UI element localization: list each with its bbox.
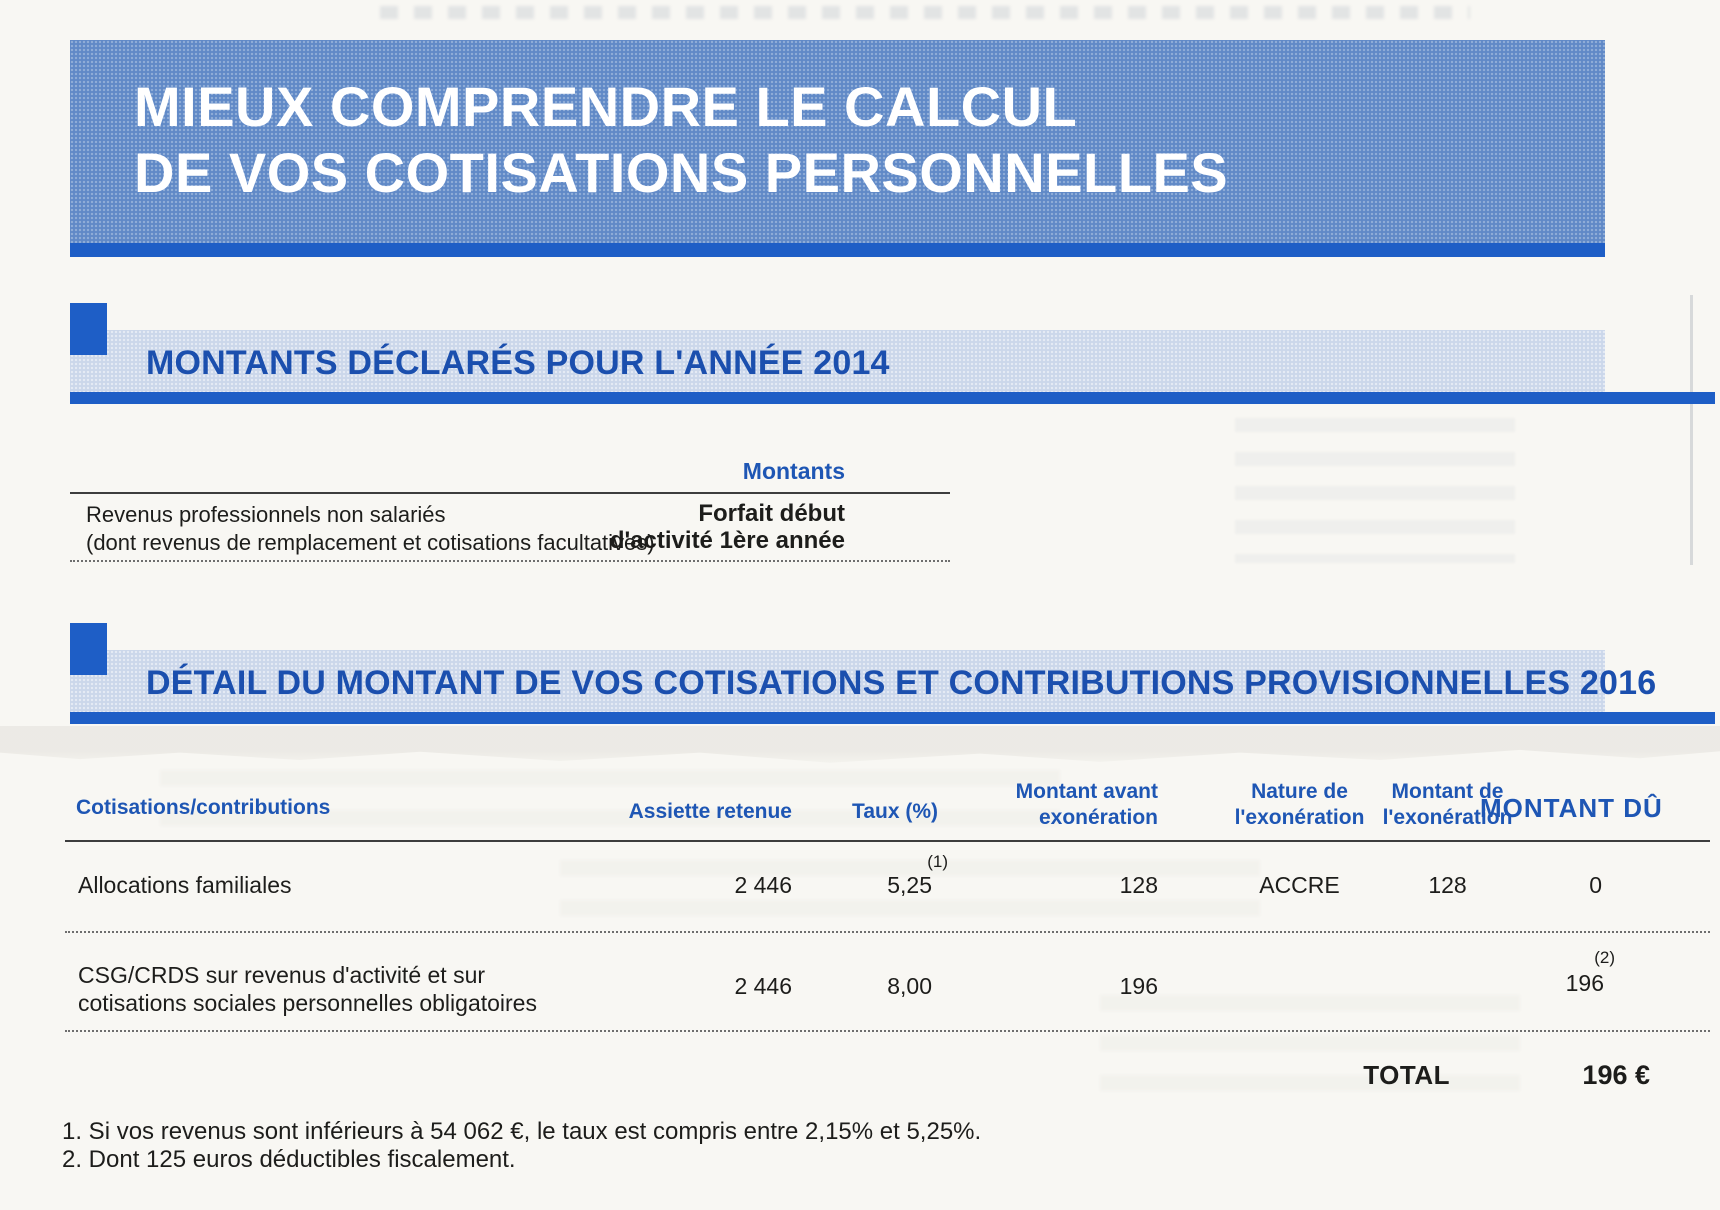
footnote-2: 2. Dont 125 euros déductibles fiscalement. bbox=[62, 1146, 516, 1173]
row-separator-2 bbox=[65, 1030, 1710, 1032]
row1-montant-avant: 128 bbox=[1119, 872, 1158, 898]
declared-table-header-rule bbox=[70, 492, 950, 494]
bleed-through-artifact-top bbox=[380, 6, 1470, 19]
declared-table-amounts-header: Montants bbox=[742, 458, 845, 484]
document-title-line2: DE VOS COTISATIONS PERSONNELLES bbox=[134, 141, 1229, 204]
section-bullet-square bbox=[70, 623, 107, 675]
declared-row-value-line1: Forfait début bbox=[698, 500, 845, 527]
row2-taux: 8,00 bbox=[887, 973, 932, 999]
declared-row-label-line1: Revenus professionnels non salariés bbox=[86, 502, 446, 527]
row1-nature: ACCRE bbox=[1259, 872, 1340, 898]
row1-montant-exo: 128 bbox=[1428, 872, 1467, 898]
table-header-rule bbox=[65, 840, 1710, 842]
banner-bottom-stripe bbox=[70, 243, 1605, 257]
row1-label: Allocations familiales bbox=[78, 872, 292, 898]
section-title-detail-cotisations: DÉTAIL DU MONTANT DE VOS COTISATIONS ET CONTRIBUTIONS PROVISIONNELLES 2016 bbox=[146, 664, 1657, 702]
document-title-line1: MIEUX COMPRENDRE LE CALCUL bbox=[134, 75, 1078, 138]
col-header-cotisations: Cotisations/contributions bbox=[76, 796, 331, 819]
col-header-montant-avant-line1: Montant avant bbox=[1015, 780, 1158, 803]
footnote-marker-2: (2) bbox=[1594, 948, 1615, 967]
declared-row-label-line2: (dont revenus de remplacement et cotisations facultatives) bbox=[86, 530, 655, 555]
footnote-marker-1: (1) bbox=[927, 852, 948, 871]
document-title bbox=[134, 74, 1228, 206]
row2-assiette: 2 446 bbox=[734, 973, 792, 999]
row1-taux: 5,25 bbox=[887, 872, 932, 898]
declared-row-value-line2: d'activité 1ère année bbox=[609, 527, 845, 554]
total-value: 196 € bbox=[1582, 1060, 1650, 1090]
row1-assiette: 2 446 bbox=[734, 872, 792, 898]
row-separator-1 bbox=[65, 931, 1710, 933]
total-label: TOTAL bbox=[1363, 1060, 1450, 1090]
section-title-montants-declares: MONTANTS DÉCLARÉS POUR L'ANNÉE 2014 bbox=[146, 344, 890, 382]
section-bullet-square bbox=[70, 303, 107, 355]
row2-label-line2: cotisations sociales personnelles obligatoires bbox=[78, 990, 537, 1016]
torn-paper-edge bbox=[0, 726, 1720, 772]
row2-montant-avant: 196 bbox=[1119, 973, 1158, 999]
section-detail-cotisations bbox=[70, 650, 1657, 712]
col-header-assiette: Assiette retenue bbox=[628, 800, 792, 823]
col-header-montant-du: MONTANT DÛ bbox=[1480, 793, 1663, 823]
col-header-montant-exo-line1: Montant de bbox=[1391, 780, 1504, 803]
col-header-nature-line1: Nature de bbox=[1251, 780, 1348, 803]
section-montants-declares bbox=[70, 330, 1605, 392]
row2-label-line1: CSG/CRDS sur revenus d'activité et sur bbox=[78, 962, 486, 988]
row2-montant-du: 196 bbox=[1565, 970, 1604, 996]
row1-montant-du: 0 bbox=[1589, 872, 1602, 898]
col-header-taux: Taux (%) bbox=[852, 800, 938, 823]
scan-edge-line bbox=[1690, 295, 1693, 565]
col-header-nature-line2: l'exonération bbox=[1234, 806, 1365, 829]
document-header-banner bbox=[70, 40, 1605, 257]
col-header-montant-avant-line2: exonération bbox=[1038, 806, 1158, 829]
col-header-montant-exo-line2: l'exonération bbox=[1382, 806, 1513, 829]
section-underline bbox=[70, 712, 1715, 724]
declared-table-bottom-rule bbox=[70, 560, 950, 562]
footnote-1: 1. Si vos revenus sont inférieurs à 54 062 €, le taux est compris entre 2,15% et 5,25%. bbox=[62, 1118, 982, 1145]
bleed-through-artifact-right-table bbox=[1235, 418, 1515, 563]
section-underline bbox=[70, 392, 1715, 404]
